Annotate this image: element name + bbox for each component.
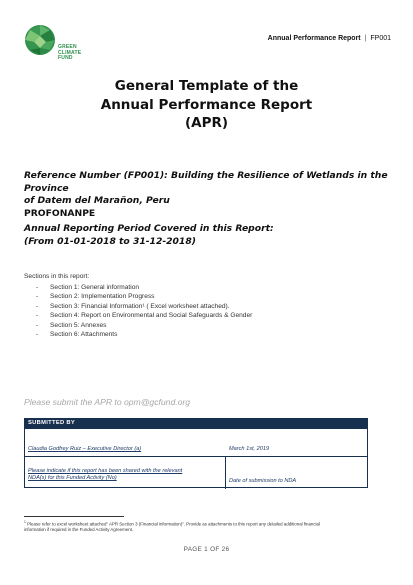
list-item: - Section 3: Financial Information¹ ( Excel worksheet attached).: [36, 302, 230, 310]
header-separator: |: [364, 35, 367, 42]
logo-line: GREEN: [58, 44, 77, 50]
logo-line: FUND: [58, 55, 73, 62]
header-report-name: Annual Performance Report: [267, 35, 361, 42]
submit-note: Please submit the APR to opm@gcfund.org: [24, 397, 191, 407]
sections-list: [36, 283, 252, 339]
footnote-line: Please refer to excel worksheet attached" APR Section 3 (Financial information)". Provide as attachments to this report any detailed additional financial: [27, 521, 320, 527]
footnote-line: information if required in the Funded Activity Agreement.: [24, 527, 134, 533]
title-line: General Template of the: [114, 78, 299, 94]
sections-heading: Sections in this report:: [24, 273, 90, 280]
submitter-name: Claudia Godfrey Ruiz – Executive Director (a): [28, 446, 142, 452]
reference-line: of Datem del Marañon, Peru: [24, 195, 170, 207]
table-column-divider: [225, 456, 226, 489]
logo-line: CLIMATE: [58, 49, 82, 56]
page-number: PAGE 1 OF 26: [183, 546, 230, 553]
running-header: [268, 35, 391, 42]
title-line: (APR): [184, 115, 229, 131]
reference-line: Reference Number (FP001): Building the Resilience of Wetlands in the Province: [24, 170, 388, 194]
nda-submission-date-label: Date of submission to NDA: [229, 478, 297, 484]
footnote: [24, 519, 396, 533]
header-code: FP001: [370, 35, 391, 42]
reference-block: [24, 170, 394, 220]
list-item: - Section 1: General information: [36, 284, 140, 291]
nda-question-line1: Please indicate if this report has been shared with the relevant: [28, 468, 183, 474]
footnote-rule: [24, 516, 124, 517]
nda-question-line2: NDA(s) for this Funded Activity (No): [28, 475, 117, 481]
table-divider: [25, 456, 367, 457]
document-title: [0, 77, 413, 133]
title-line: Annual Performance Report: [100, 96, 313, 113]
gcf-logo: [24, 24, 92, 78]
period-line: Annual Reporting Period Covered in this Report:: [24, 223, 274, 234]
globe-icon: [24, 24, 56, 56]
reference-entity: PROFONANPE: [24, 207, 96, 219]
submission-table: [24, 428, 368, 488]
submission-date: March 1st, 2019: [229, 446, 270, 452]
logo-wordmark: [58, 45, 81, 62]
footnote-marker: 1: [24, 520, 26, 524]
list-item: - Section 2: Implementation Progress: [36, 293, 155, 301]
list-item: - Section 6: Attachments: [36, 330, 118, 338]
submitted-by-header: SUBMITTED BY: [24, 418, 368, 428]
list-item: - Section 5: Annexes: [36, 321, 107, 329]
list-item: - Section 4: Report on Environmental and Social Safeguards & Gender: [36, 312, 253, 320]
period-block: [24, 223, 394, 248]
period-line: (From 01-01-2018 to 31-12-2018): [24, 235, 196, 247]
